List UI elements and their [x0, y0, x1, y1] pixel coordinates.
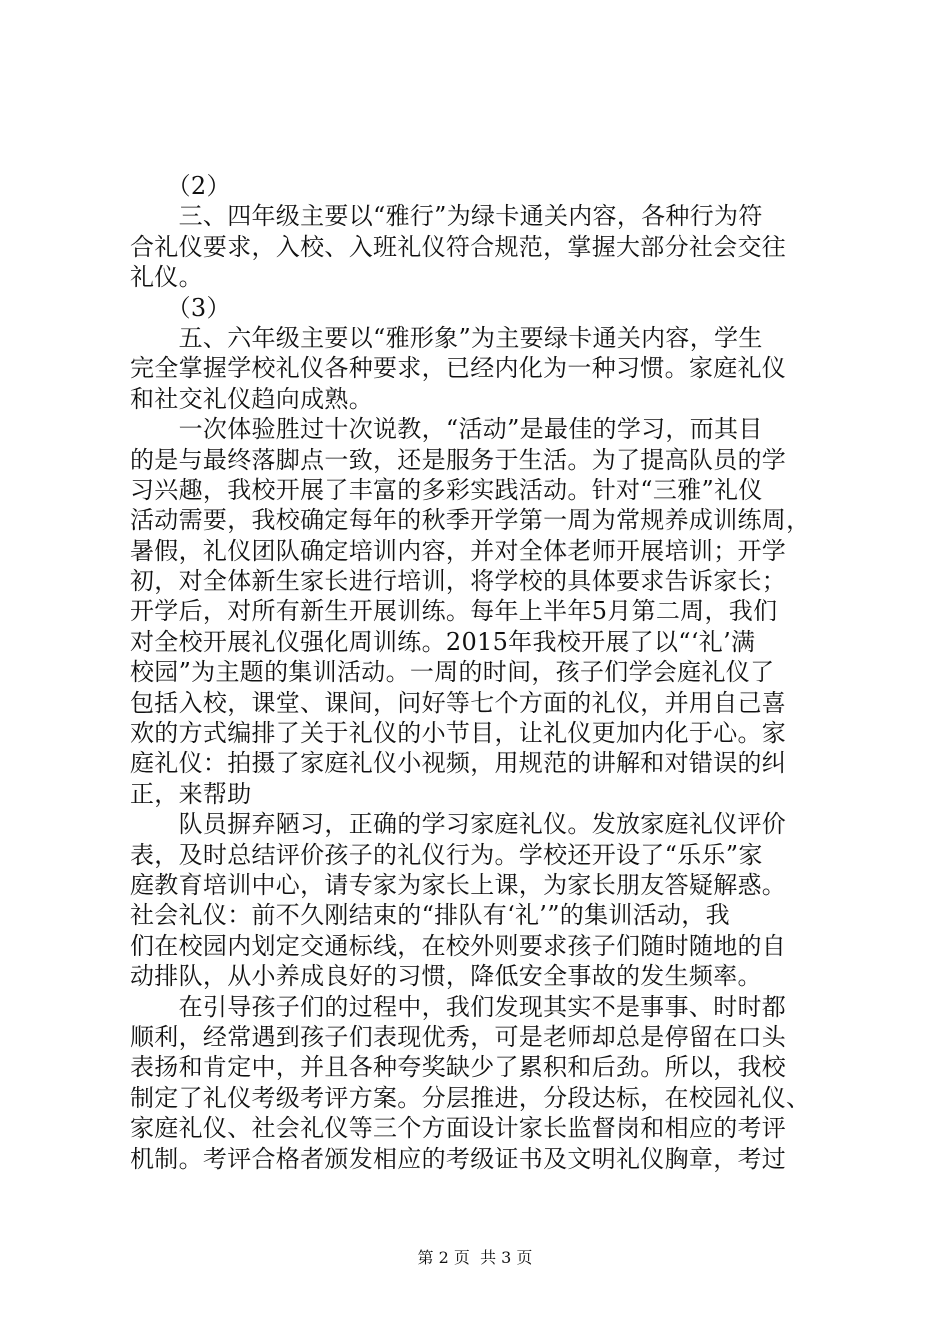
text-line: 们在校园内划定交通标线，在校外则要求孩子们随时随地的自 — [130, 931, 787, 960]
text-line: 表，及时总结评价孩子的礼仪行为。学校还开设了“乐乐”家 — [130, 840, 763, 869]
text-line: 表扬和肯定中，并且各种夸奖缺少了累积和后劲。所以，我校 — [130, 1053, 787, 1082]
document-body — [130, 171, 830, 1174]
text-line: 对全校开展礼仪强化周训练。2015年我校开展了以“‘礼’满 — [130, 627, 756, 656]
text-line: 三、四年级主要以“雅行”为绿卡通关内容，各种行为符 — [130, 202, 763, 231]
text-line: 顺利，经常遇到孩子们表现优秀，可是老师却总是停留在口头 — [130, 1022, 787, 1051]
text-line: 在引导孩子们的过程中，我们发现其实不是事事、时时都 — [130, 992, 787, 1021]
text-line: 机制。考评合格者颁发相应的考级证书及文明礼仪胸章，考过 — [130, 1144, 787, 1173]
text-line: （2） — [130, 172, 231, 200]
text-line: 正，来帮助 — [130, 779, 252, 808]
text-line: 家庭礼仪、社会礼仪等三个方面设计家长监督岗和相应的考评 — [130, 1114, 787, 1143]
text-line: 队员摒弃陋习，正确的学习家庭礼仪。发放家庭礼仪评价 — [130, 810, 787, 839]
text-line: （3） — [130, 293, 231, 322]
text-line: 庭教育培训中心，请专家为家长上课，为家长朋友答疑解惑。 — [130, 870, 787, 899]
text-line: 社会礼仪：前不久刚结束的“排队有‘礼’”的集训活动，我 — [130, 901, 730, 930]
text-line: 包括入校，课堂、课间，问好等七个方面的礼仪，并用自己喜 — [130, 688, 787, 717]
text-line: 校园”为主题的集训活动。一周的时间，孩子们学会庭礼仪了 — [130, 658, 775, 687]
text-line: 开学后，对所有新生开展训练。每年上半年5月第二周，我们 — [130, 597, 778, 626]
text-line: 礼仪。 — [130, 263, 203, 292]
text-line: 欢的方式编排了关于礼仪的小节目，让礼仪更加内化于心。家 — [130, 719, 787, 748]
page-number-footer: 第 2 页 共 3 页 — [417, 1248, 533, 1267]
text-line: 一次体验胜过十次说教，“活动”是最佳的学习，而其目 — [130, 415, 763, 444]
text-line: 动排队，从小养成良好的习惯，降低安全事故的发生频率。 — [130, 962, 762, 991]
text-line: 的是与最终落脚点一致，还是服务于生活。为了提高队员的学 — [130, 445, 787, 474]
text-line: 初，对全体新生家长进行培训，将学校的具体要求告诉家长； — [130, 567, 787, 596]
text-line: 合礼仪要求，入校、入班礼仪符合规范，掌握大部分社会交往 — [130, 232, 787, 261]
text-line: 习兴趣，我校开展了丰富的多彩实践活动。针对“三雅”礼仪 — [130, 475, 763, 504]
text-line: 五、六年级主要以“雅形象”为主要绿卡通关内容，学生 — [130, 323, 763, 352]
text-line: 制定了礼仪考级考评方案。分层推进，分段达标，在校园礼仪、 — [130, 1083, 811, 1112]
text-line: 活动需要，我校确定每年的秋季开学第一周为常规养成训练周， — [130, 506, 811, 535]
text-line: 庭礼仪：拍摄了家庭礼仪小视频，用规范的讲解和对错误的纠 — [130, 749, 787, 778]
text-line: 和社交礼仪趋向成熟。 — [130, 384, 373, 413]
text-line: 暑假，礼仪团队确定培训内容，并对全体老师开展培训；开学 — [130, 536, 787, 565]
text-line: 完全掌握学校礼仪各种要求，已经内化为一种习惯。家庭礼仪 — [130, 354, 787, 383]
